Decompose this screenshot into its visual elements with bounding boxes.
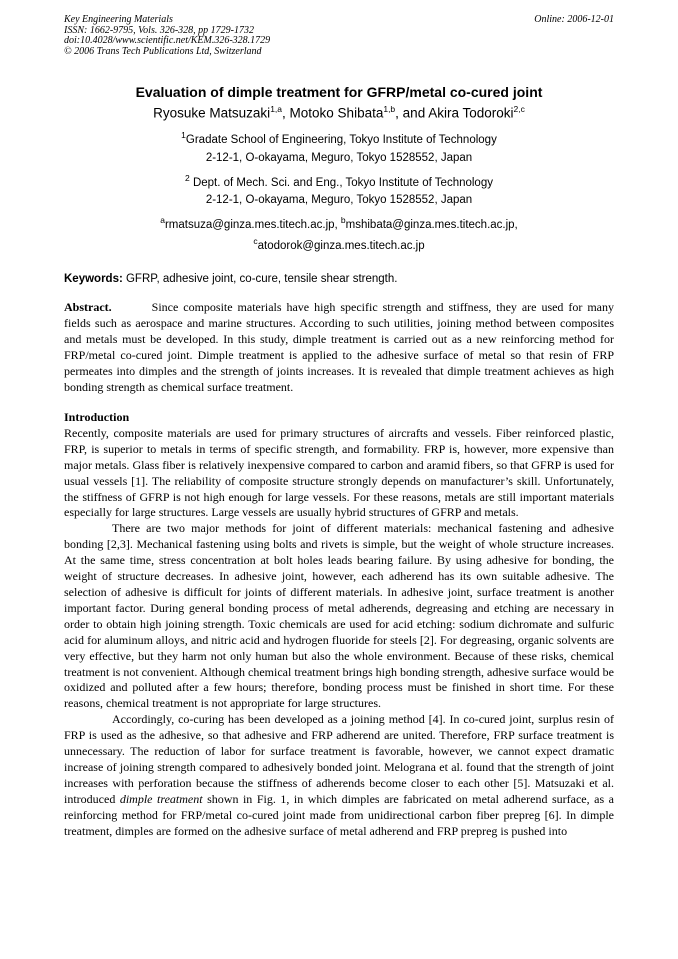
email-line-1: $^a$rmatsuza@ginza.mes.titech.ac.jp, $^b$mshibata@ginza.mes.titech.ac.jp, [160, 215, 518, 231]
abstract [64, 300, 614, 395]
email-line-2: $^c$atodorok@ginza.mes.titech.ac.jp [253, 236, 425, 252]
affiliation-1-address: 2-12-1, O-okayama, Meguro, Tokyo 1528552, Japan [205, 152, 473, 164]
author-name: Ryosuke Matsuzaki [153, 105, 271, 121]
affiliation-1: $^1$Gradate School of Engineering, Tokyo Institute of Technology [181, 130, 497, 146]
abstract-label: Abstract. [64, 300, 112, 314]
abstract-text: Since composite materials have high specific strength and stiffness, they are used for many fields such as aerospace and marine structures. According to such utilities, joining method between composites and metals must be developed. In this study, dimple treatment is carried out as a new reinforcing method for FRP/metal co-cured joint. Dimple treatment is applied to the adhesive surface of metal so that resin of FRP permeates into dimples and the strength of joints increases. It is revealed that dimple treatment achieves as high bonding strength as chemical surface treatment. [64, 300, 614, 394]
author-name: Akira Todoroki [428, 105, 514, 121]
author-sup: 1,a [270, 104, 283, 114]
issn-line: ISSN: 1662-9795, Vols. 326-328, pp 1729-1732 [64, 24, 254, 36]
keywords-label: Keywords: [64, 273, 123, 285]
author-list: Ryosuke Matsuzaki$^{1,a}$, Motoko Shibata$^{1,b}$, and Akira Todoroki$^{2,c}$ [153, 104, 525, 121]
introduction-section [64, 410, 614, 839]
online-date: Online: 2006-12-01 [534, 14, 614, 25]
paper-title: Evaluation of dimple treatment for GFRP/metal co-cured joint [135, 84, 543, 100]
author-sup: 1,b [383, 104, 396, 114]
doi-line: doi:10.4028/www.scientific.net/KEM.326-328.1729 [64, 35, 271, 46]
paragraph: Recently, composite materials are used for primary structures of aircrafts and vessels. Fiber reinforced plastic, FRP, is superior to metals in terms of specific strength, and formability. FRP is, however, more expensive than major metals. Glass fiber is relatively inexpensive compared to carbon and aramid fibers, so that GFRP is used for usual vessels [1]. The reliability of composite structure strongly depends on manufacturer’s skill. Unfortunately, the stiffness of GFRP is not high enough for large vessels. For these reasons, metals are still important materials especially for large structures. Large vessels are usually hybrid structures of GFRP and metals. [64, 425, 614, 520]
author-sup: 2,c [513, 104, 525, 114]
copyright-line: © 2006 Trans Tech Publications Ltd, Switzerland [64, 45, 262, 57]
paragraph: There are two major methods for joint of different materials: mechanical fastening and adhesive bonding [2,3]. Mechanical fastening using bolts and rivets is simple, but the weight of whole structure increases. At the same time, stress concentration at bolt holes leads bearing failure. By using adhesive for bonding, the weight of structure decreases. In adhesive joint, however, each adherend has its own suitable adhesive. The selection of adhesive is difficult for joints of different materials. In adhesive joint, surface treatment is another important factor. During general bonding process of metal adherends, degreasing and etching are necessary in order to obtain high joining strength. Toxic chemicals are used for acid etching: sodium dichromate and sulfuric acid for aluminum alloys, and nitric acid and hydrogen fluoride for steels [2]. For degreasing, organic solvents are very effective, but they harm not only human but also the whole environment. Because of these risks, chemical treatment is not convenient. Although chemical treatment brings high bonding strength, adhesive surface would be oxidized and polluted after a few hours; therefore, bonding process must be finished in short time. For these reasons, chemical treatment is not appropriate for large structures. [64, 521, 614, 711]
paragraph: Accordingly, co-curing has been developed as a joining method [4]. In co-cured joint, surplus resin of FRP is used as the adhesive, so that adhesive and FRP adherend are united. Therefore, FRP surface treatment is unnecessary. The reduction of labor for surface treatment is favorable, however, we cannot expect dramatic increase of joining strength compared to adhesively bonded joint. Melograna et al. found that the strength of joint increases with perforation because the stiffness of adherends become closer to each other [5]. Matsuzaki et al. introduced dimple treatment shown in Fig. 1, in which dimples are fabricated on metal adherend surface, as a reinforcing method for FRP/metal co-cured joint made from unidirectional carbon fiber prepreg [6]. In dimple treatment, dimples are formed on the adhesive surface of metal adherend and FRP prepreg is pushed into [64, 712, 614, 838]
email-a: rmatsuza@ginza.mes.titech.ac.jp, [164, 218, 341, 231]
email-b: mshibata@ginza.mes.titech.ac.jp, [345, 218, 518, 231]
section-heading: Introduction [64, 410, 130, 424]
affiliation-2-address: 2-12-1, O-okayama, Meguro, Tokyo 1528552, Japan [205, 194, 473, 206]
keywords [64, 273, 614, 285]
journal-header [64, 15, 614, 57]
keywords-text: GFRP, adhesive joint, co-cure, tensile shear strength. [122, 273, 398, 285]
journal-name: Key Engineering Materials [64, 14, 173, 25]
affiliation-2: $^2$ Dept. of Mech. Sci. and Eng., Tokyo Institute of Technology [185, 173, 493, 189]
email-c: atodorok@ginza.mes.titech.ac.jp [257, 239, 425, 252]
author-name: Motoko Shibata [289, 105, 384, 121]
